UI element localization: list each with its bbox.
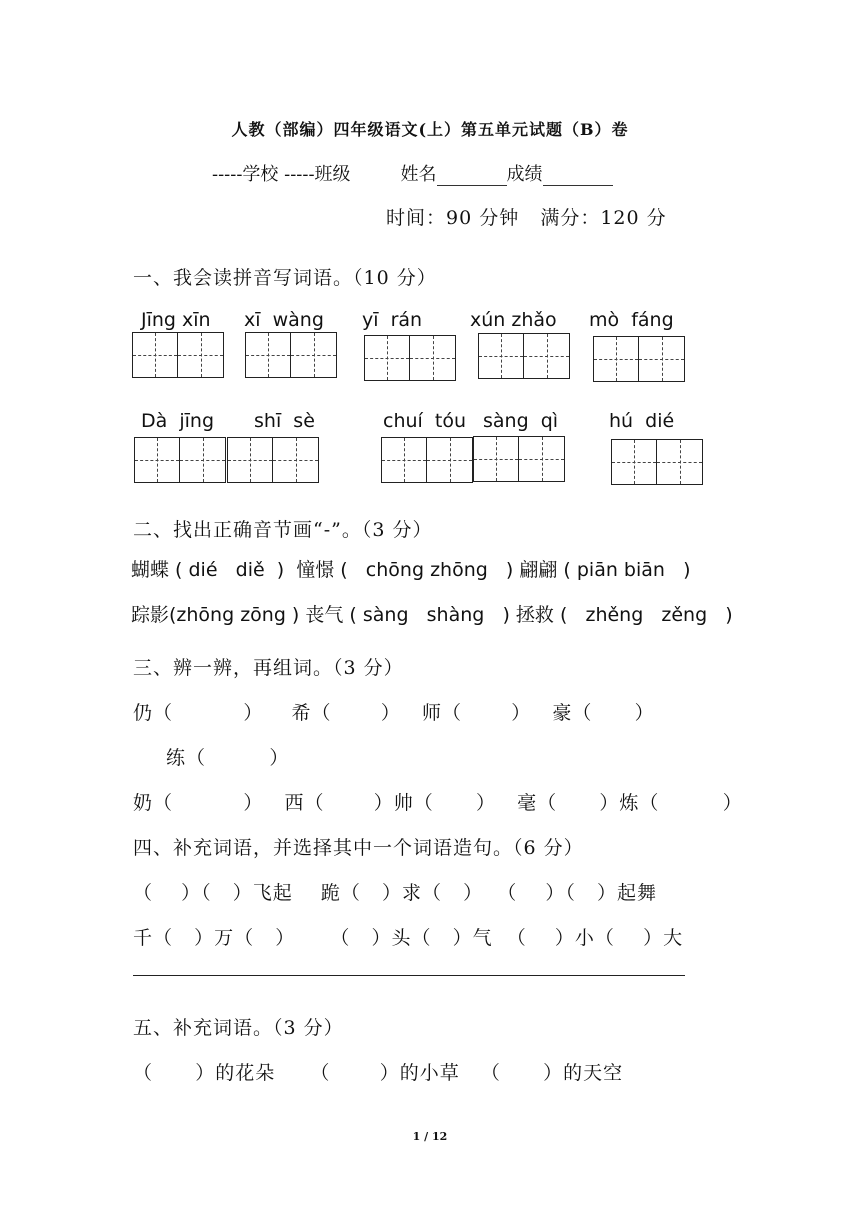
section-2-line-1: 蝴蝶 ( dié diě ) 憧憬 ( chōng zhōng ) 翩翩 ( piān biān ) xyxy=(131,559,691,581)
student-info-line xyxy=(212,160,613,186)
section-2-heading: 二、找出正确音节画“-”。（3 分） xyxy=(133,519,433,541)
pinyin-4: xún zhǎo xyxy=(470,309,557,331)
writing-grid-4[interactable] xyxy=(478,333,570,379)
section-4-heading: 四、补充词语，并选择其中一个词语造句。（6 分） xyxy=(133,837,584,859)
pinyin-2: xī wàng xyxy=(244,309,324,331)
pinyin-10: hú dié xyxy=(609,410,675,432)
writing-grid-5[interactable] xyxy=(593,336,685,382)
sentence-answer-line[interactable] xyxy=(133,975,685,976)
section-2-line-2: 踪影(zhōng zōng ) 丧气 ( sàng shàng ) 拯救 ( zhěng zěng ) xyxy=(131,604,733,626)
section-5-heading: 五、补充词语。（3 分） xyxy=(133,1017,344,1039)
section-3-line-1: 仍（ ） 希（ ） 师（ ） 豪（ ） xyxy=(133,702,655,724)
pinyin-3: yī rán xyxy=(362,309,423,331)
pinyin-6: Dà jīng xyxy=(141,410,215,432)
score-blank xyxy=(543,167,613,186)
name-label: 姓名 xyxy=(400,164,437,185)
writing-grid-3[interactable] xyxy=(364,335,456,381)
section-3-line-3: 奶（ ） 西（ ）帅（ ） 毫（ ）炼（ ） xyxy=(133,792,743,814)
writing-grid-8[interactable] xyxy=(381,437,473,483)
writing-grid-6[interactable] xyxy=(134,437,226,483)
section-5-line-1: （ ）的花朵 （ ）的小草 （ ）的天空 xyxy=(133,1062,624,1084)
writing-grid-2[interactable] xyxy=(245,332,337,378)
pinyin-7: shī sè xyxy=(254,410,315,432)
writing-grid-1[interactable] xyxy=(132,332,224,378)
pinyin-1: Jīng xīn xyxy=(141,309,211,331)
pinyin-8: chuí tóu xyxy=(383,410,467,432)
score-label: 成绩 xyxy=(506,164,543,185)
writing-grid-10[interactable] xyxy=(611,439,703,485)
name-blank xyxy=(437,167,507,186)
section-3-line-2: 练（ ） xyxy=(166,747,290,769)
section-4-line-2: 千（ ）万（ ） （ ）头（ ）气 （ ）小（ ）大 xyxy=(133,927,684,949)
school-class-label: -----学校 -----班级 xyxy=(212,164,351,185)
writing-grid-7[interactable] xyxy=(227,437,319,483)
section-1-heading: 一、我会读拼音写词语。（10 分） xyxy=(133,267,437,289)
writing-grid-9[interactable] xyxy=(473,436,565,482)
pinyin-5: mò fáng xyxy=(589,309,674,331)
section-4-line-1: （ ）（ ）飞起 跪（ ）求（ ） （ ）（ ）起舞 xyxy=(133,882,658,904)
section-3-heading: 三、辨一辨，再组词。（3 分） xyxy=(133,657,404,679)
exam-time-info: 时间：90 分钟 满分：120 分 xyxy=(386,207,667,229)
page-number: 1 / 12 xyxy=(412,1130,448,1143)
pinyin-9: sàng qì xyxy=(483,410,559,432)
page-title: 人教（部编）四年级语文(上）第五单元试题（B）卷 xyxy=(231,120,629,139)
